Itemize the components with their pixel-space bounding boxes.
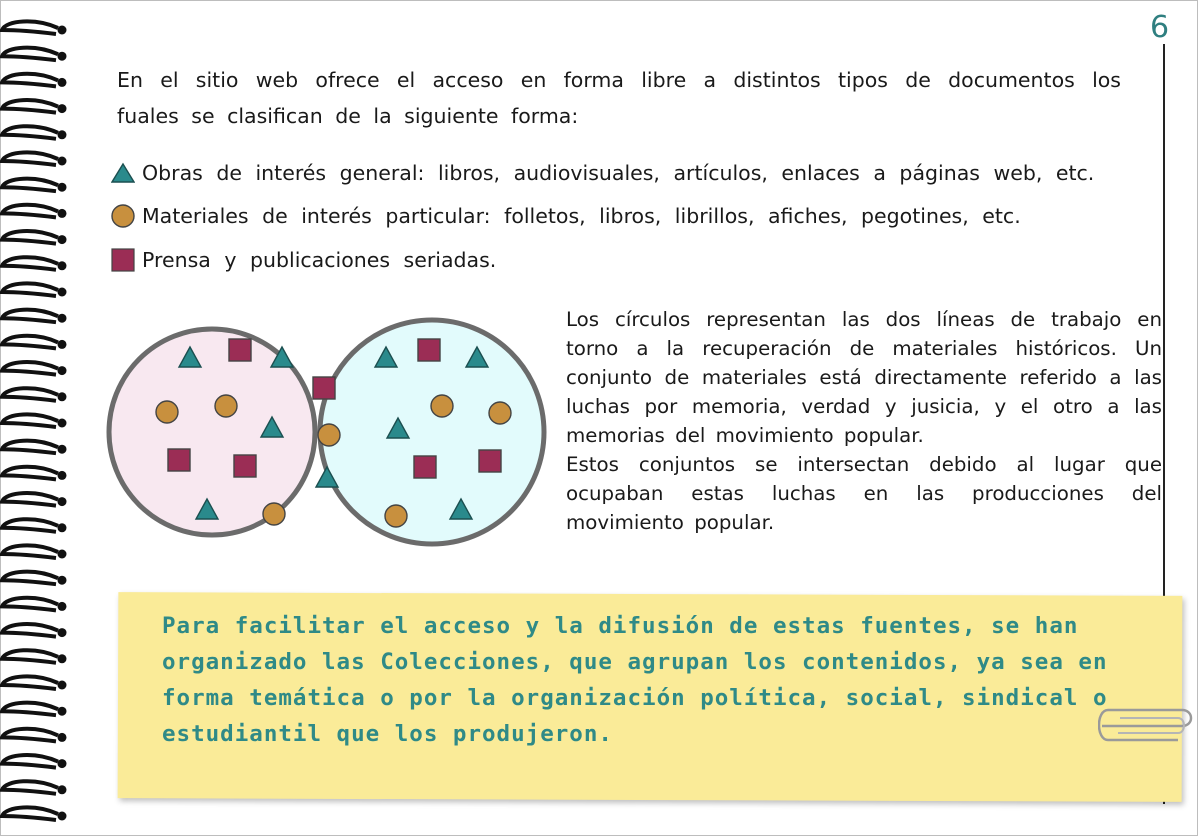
spiral-ring xyxy=(2,362,58,375)
spiral-hole xyxy=(58,576,67,585)
spiral-hole xyxy=(58,235,67,244)
venn-circle xyxy=(489,402,511,424)
spiral-ring xyxy=(2,467,58,480)
spiral-ring xyxy=(2,414,58,427)
spiral-hole xyxy=(58,707,67,716)
spiral-ring xyxy=(2,100,58,113)
spiral-hole xyxy=(58,523,67,532)
spiral-hole xyxy=(58,261,67,270)
spiral-ring xyxy=(2,257,58,270)
spiral-binding xyxy=(0,0,80,836)
venn-square xyxy=(414,456,436,478)
legend-item-prensa xyxy=(110,245,496,275)
spiral-hole xyxy=(58,52,67,61)
spiral-ring xyxy=(2,807,58,820)
note-text: Para facilitar el acceso y la difusión de estas fuentes, se han organizado las Colecciones, que agrupan los contenidos, ya sea en forma temática o por la organización política, social, sindical o estudiantil que los produjeron. xyxy=(162,613,1108,747)
spiral-ring xyxy=(2,755,58,768)
spiral-ring xyxy=(2,152,58,165)
spiral-hole xyxy=(58,288,67,297)
description xyxy=(566,305,1162,537)
spiral-hole xyxy=(58,602,67,611)
venn-circle xyxy=(318,424,340,446)
venn-circle xyxy=(263,503,285,525)
spiral-hole xyxy=(58,550,67,559)
spiral-ring xyxy=(2,205,58,218)
intro-paragraph: En el sitio web ofrece el acceso en forma libre a distintos tipos de documentos los fuales se clasifican de la siguiente forma: xyxy=(117,68,1121,128)
spiral-hole xyxy=(58,366,67,375)
spiral-hole xyxy=(58,157,67,166)
legend-item-general xyxy=(110,158,1094,188)
spiral-ring xyxy=(2,545,58,558)
venn-circle xyxy=(385,505,407,527)
spiral-ring xyxy=(2,74,58,87)
spiral-hole xyxy=(58,812,67,821)
spiral-hole xyxy=(58,445,67,454)
spiral-hole xyxy=(58,419,67,428)
spiral-hole xyxy=(58,681,67,690)
spiral-ring xyxy=(2,624,58,637)
spiral-ring xyxy=(2,48,58,61)
spiral-ring xyxy=(2,650,58,663)
spiral-hole xyxy=(58,759,67,768)
square-icon xyxy=(110,247,136,273)
spiral-ring xyxy=(2,283,58,296)
spiral-ring xyxy=(2,676,58,689)
spiral-hole xyxy=(58,628,67,637)
spiral-hole xyxy=(58,654,67,663)
spiral-ring xyxy=(2,519,58,532)
spiral-ring xyxy=(2,179,58,192)
triangle-icon xyxy=(110,160,136,186)
spiral-ring xyxy=(2,598,58,611)
venn-diagram xyxy=(100,292,560,572)
spiral-hole xyxy=(58,183,67,192)
venn-square xyxy=(229,339,251,361)
spiral-ring xyxy=(2,729,58,742)
spiral-ring xyxy=(2,336,58,349)
legend-label: Materiales de interés particular: folletos, libros, librillos, afiches, pegotines, etc. xyxy=(142,204,1021,228)
spiral-ring xyxy=(2,572,58,585)
spiral-hole xyxy=(58,104,67,113)
paperclip-icon xyxy=(1098,706,1198,746)
venn-square xyxy=(313,377,335,399)
spiral-ring xyxy=(2,126,58,139)
spiral-ring xyxy=(2,388,58,401)
legend-label: Prensa y publicaciones seriadas. xyxy=(142,248,497,272)
venn-square xyxy=(234,455,256,477)
venn-circle xyxy=(215,395,237,417)
spiral-ring xyxy=(2,781,58,794)
venn-square xyxy=(479,450,501,472)
spiral-hole xyxy=(58,497,67,506)
page-number: 6 xyxy=(1150,10,1170,45)
spiral-ring xyxy=(2,703,58,716)
spiral-ring xyxy=(2,231,58,244)
spiral-hole xyxy=(58,392,67,401)
spiral-hole xyxy=(58,733,67,742)
description-paragraph-1: Los círculos representan las dos líneas de trabajo en torno a la recuperación de materiales históricos. Un conjunto de materiales está directamente referido a las luchas por memoria, verdad y jusicia, y el otro a las memorias del movimiento popular. xyxy=(566,308,1162,447)
description-paragraph-2: Estos conjuntos se intersectan debido al lugar que ocupaban estas luchas en las producciones del movimiento popular. xyxy=(566,453,1162,534)
spiral-ring xyxy=(2,21,58,34)
spiral-hole xyxy=(58,340,67,349)
spiral-ring xyxy=(2,441,58,454)
spiral-hole xyxy=(58,785,67,794)
spiral-ring xyxy=(2,310,58,323)
circle-icon xyxy=(110,203,136,229)
spiral-hole xyxy=(58,314,67,323)
venn-square xyxy=(168,449,190,471)
spiral-hole xyxy=(58,26,67,35)
venn-square xyxy=(418,339,440,361)
spiral-hole xyxy=(58,471,67,480)
venn-circle xyxy=(431,395,453,417)
spiral-hole xyxy=(58,78,67,87)
venn-circle xyxy=(156,401,178,423)
spiral-hole xyxy=(58,130,67,139)
legend-item-particular xyxy=(110,201,1021,231)
spiral-hole xyxy=(58,209,67,218)
spiral-ring xyxy=(2,493,58,506)
legend-label: Obras de interés general: libros, audiovisuales, artículos, enlaces a páginas web, etc. xyxy=(142,161,1095,185)
